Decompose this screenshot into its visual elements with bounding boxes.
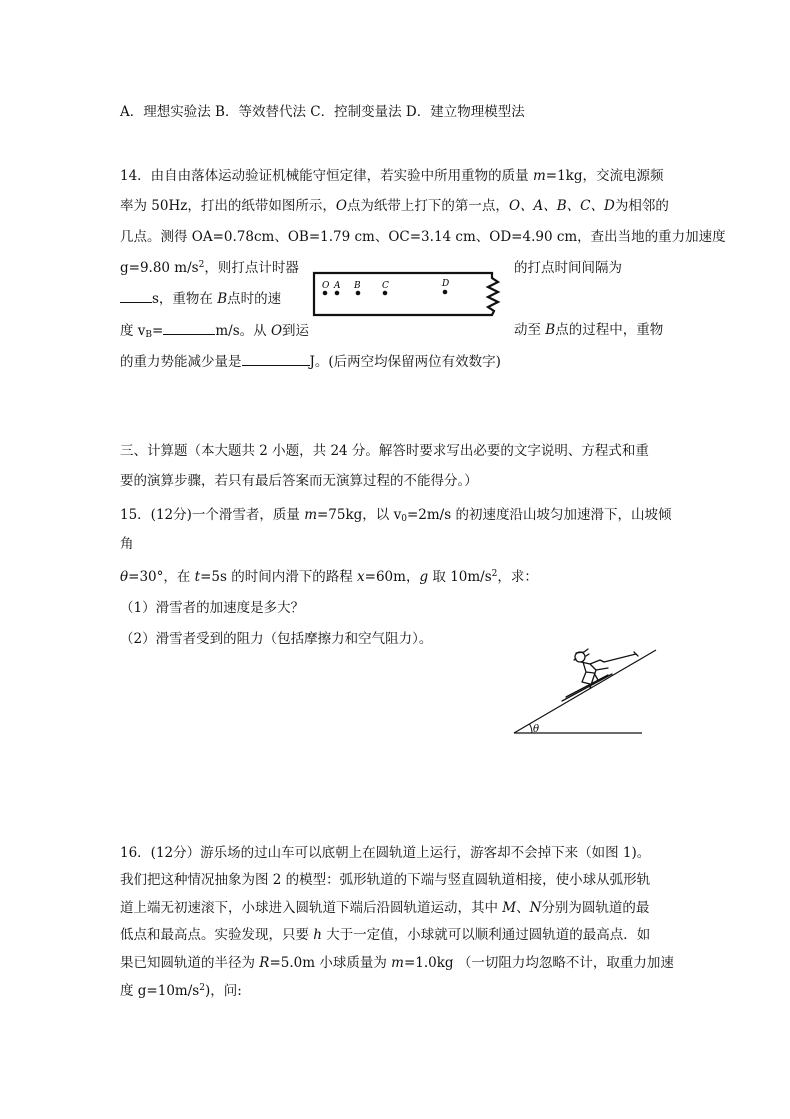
q15-line-1: 15．(12分)一个滑雪者，质量 m=75kg，以 $v_0=2m/s$ 的初速度沿山坡匀加速滑下，山坡倾 [120,507,672,524]
tape-dot-D [443,290,448,295]
q14-line-3: 几点。测得 OA=0.78cm、OB=1.79 cm、OC=3.14 cm、OD=4.90 cm，查出当地的重力加速度 [120,229,726,245]
tape-label-D: D [442,279,450,289]
tape-dot-A [335,291,340,296]
tape-label-C: C [382,281,389,291]
q16-line-3: 道上端无初速滚下，小球进入圆轨道下端后沿圆轨道运动，其中 M、N分别为圆轨道的最 [120,900,650,916]
q16-line-6: 度 $g=10m/s^2$)，问: [120,983,242,999]
answer-blank-potential-energy[interactable] [242,351,310,366]
q15-line-2: 角 [120,536,134,552]
angle-label: θ [533,724,540,735]
tape-outline [314,273,498,315]
tape-dot-C [383,291,388,296]
q15-line-3: θ=30°，在 t=5s 的时间内滑下的路程 x=60m，g 取 $10m/s^2$，求： [120,569,538,585]
q15-part-1: （1）滑雪者的加速度是多大？ [120,600,305,616]
tape-label-O: O [322,281,330,291]
paper-tape-figure [312,270,507,318]
q14-line-6a: 度 $v_B= m/s$。从 O到运 [120,320,309,341]
tape-dot-O [323,291,328,296]
q16-line-4: 低点和最高点。实验发现，只要 h 大于一定值，小球就可以顺利通过圆轨道的最高点．如 [120,927,651,943]
skier-icon [562,649,638,701]
skier-slope-figure [510,640,660,740]
q14-line-6b: 动至 B点的过程中，重物 [514,322,664,338]
section-3-line-2: 要的演算步骤，若只有最后答案而无演算过程的不能得分。） [120,473,478,489]
q15-part-2: （2）滑雪者受到的阻力（包括摩擦力和空气阻力）。 [120,631,433,647]
q16-line-2: 我们把这种情况抽象为图 2 的模型：弧形轨道的下端与竖直圆轨道相接，使小球从弧形轨 [120,872,651,888]
section-3-line-1: 三、计算题（本大题共 2 小题，共 24 分。解答时要求写出必要的文字说明、方程式和重 [120,443,649,459]
q14-line-5: s，重物在 B点时的速 [120,288,281,309]
q16-line-1: 16．(12分）游乐场的过山车可以底朝上在圆轨道上运行，游客却不会掉下来（如图 1)。 [120,845,651,861]
q14-line-1: 14．由自由落体运动验证机械能守恒定律，若实验中所用重物的质量 m=1kg，交流电源频 [120,168,664,184]
q16-line-5: 果已知圆轨道的半径为 R=5.0m 小球质量为 m=1.0kg （一切阻力均忽略不计，取重力加速 [120,955,674,971]
tape-label-B: B [354,281,361,291]
tape-label-A: A [334,281,341,291]
q13-options: A．理想实验法 B．等效替代法 C．控制变量法 D．建立物理模型法 [120,104,525,120]
tape-dot-B [356,291,361,296]
answer-blank-interval[interactable] [120,288,152,303]
answer-blank-velocity[interactable] [163,320,215,335]
angle-arc [530,724,533,733]
q14-line-4c: 的打点时间间隔为 [514,260,622,276]
q14-line-7: 的重力势能减少量是 J。(后两空均保留两位有效数字) [120,351,501,372]
q14-line-4a: g=9.80 $m/s^2$，则打点计时器 [120,260,299,276]
q14-line-2: 率为 50Hz，打出的纸带如图所示，O点为纸带上打下的第一点，O、A、B、C、D为相邻的 [120,198,669,214]
